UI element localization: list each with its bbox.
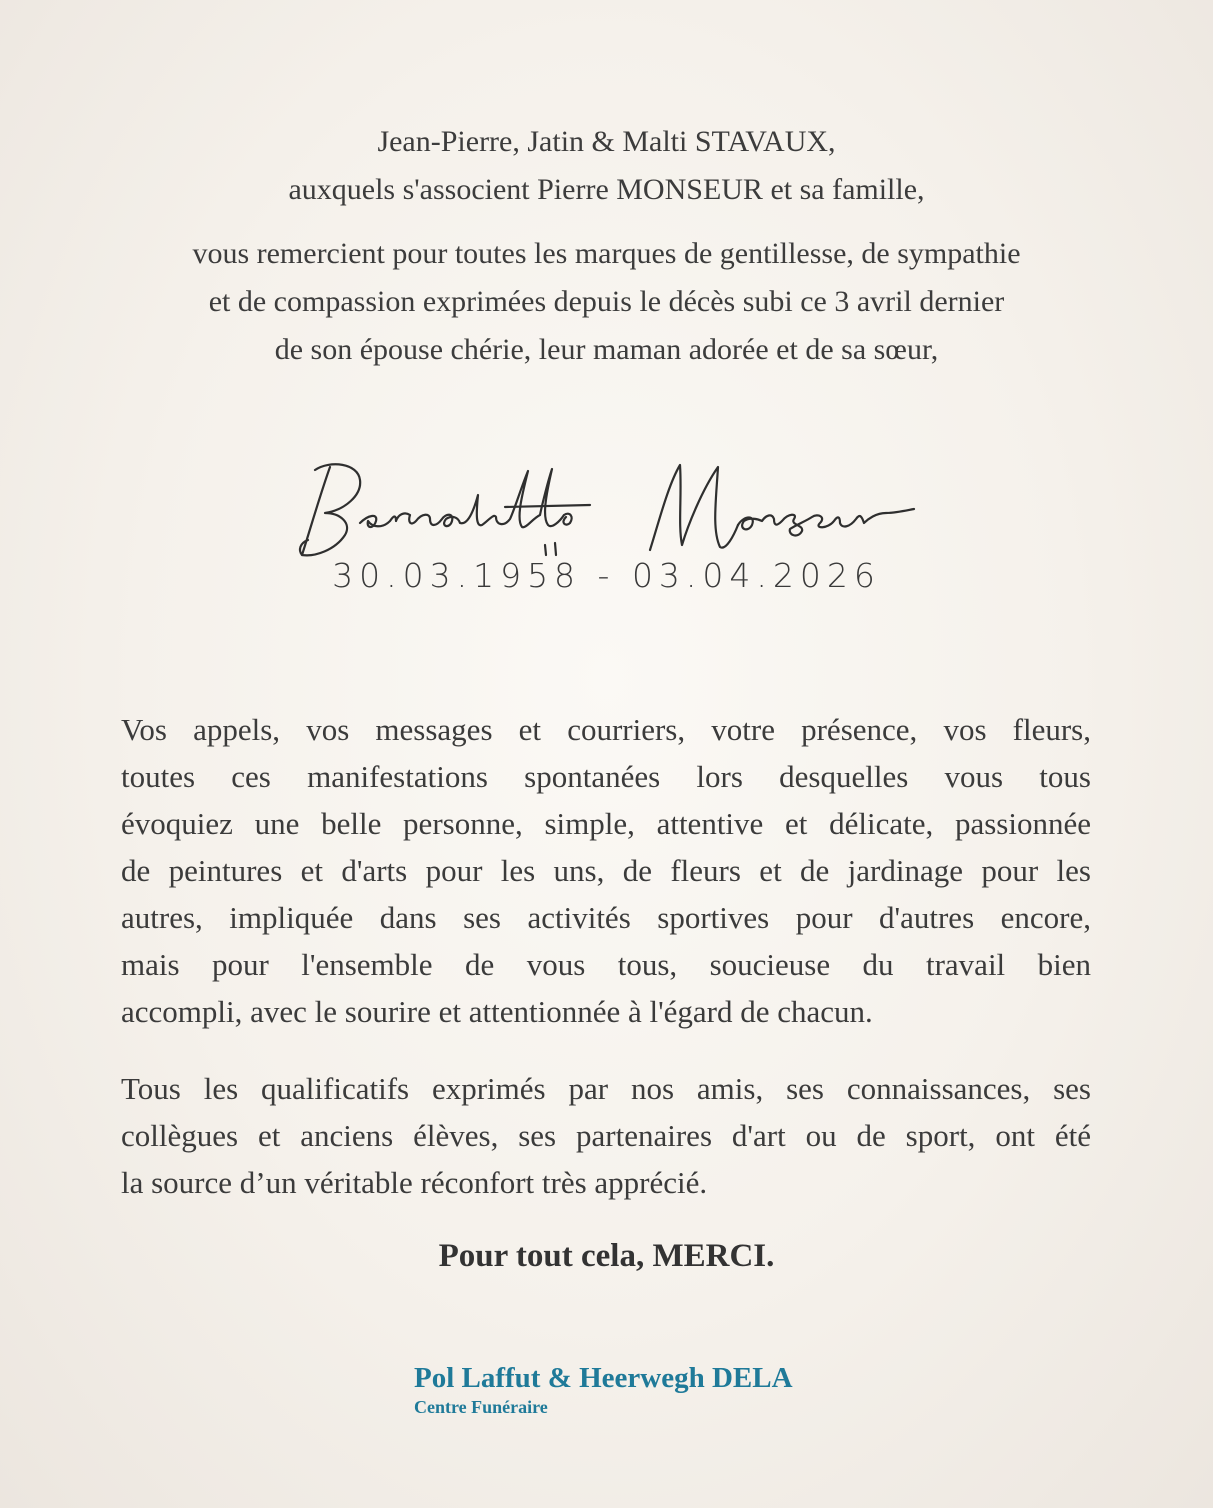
paragraph-line: mais pour l'ensemble de vous tous, soucieuse du travail bien <box>121 947 1091 982</box>
families-block <box>0 118 1213 214</box>
paragraph-line: accompli, avec le sourire et attentionnée à l'égard de chacun. <box>121 994 873 1029</box>
thanks-block <box>0 230 1213 374</box>
paragraph-line: Tous les qualificatifs exprimés par nos amis, ses connaissances, ses <box>121 1071 1091 1106</box>
life-dates: 30.03.1958 - 03.04.2026 <box>332 556 881 595</box>
paragraph-line: la source d’un véritable réconfort très apprécié. <box>121 1165 708 1200</box>
paragraph-line: Vos appels, vos messages et courriers, votre présence, vos fleurs, <box>121 712 1091 747</box>
families-line-2: auxquels s'associent Pierre MONSEUR et sa famille, <box>288 173 925 206</box>
paragraph-line: toutes ces manifestations spontanées lors desquelles vous tous <box>121 759 1091 794</box>
thanks-line-3: de son épouse chérie, leur maman adorée et de sa sœur, <box>274 333 939 366</box>
thanks-line-2: et de compassion exprimées depuis le décès subi ce 3 avril dernier <box>208 285 1005 318</box>
message-paragraph-2 <box>121 1065 1091 1206</box>
closing-thanks: Pour tout cela, MERCI. <box>438 1238 775 1274</box>
paragraph-line: collègues et anciens élèves, ses partenaires d'art ou de sport, ont été <box>121 1118 1091 1153</box>
paragraph-line: évoquiez une belle personne, simple, attentive et délicate, passionnée <box>121 806 1091 841</box>
funeral-home-logo <box>414 1362 834 1418</box>
families-line-1: Jean-Pierre, Jatin & Malti STAVAUX, <box>377 125 836 158</box>
paragraph-line: autres, impliquée dans ses activités sportives pour d'autres encore, <box>121 900 1091 935</box>
paragraph-line: de peintures et d'arts pour les uns, de fleurs et de jardinage pour les <box>121 853 1091 888</box>
funeral-home-subtitle: Centre Funéraire <box>414 1397 548 1417</box>
thanks-line-1: vous remercient pour toutes les marques de gentillesse, de sympathie <box>192 237 1021 270</box>
funeral-home-name: Pol Laffut & Heerwegh DELA <box>414 1362 793 1394</box>
message-paragraph-1 <box>121 706 1091 1035</box>
